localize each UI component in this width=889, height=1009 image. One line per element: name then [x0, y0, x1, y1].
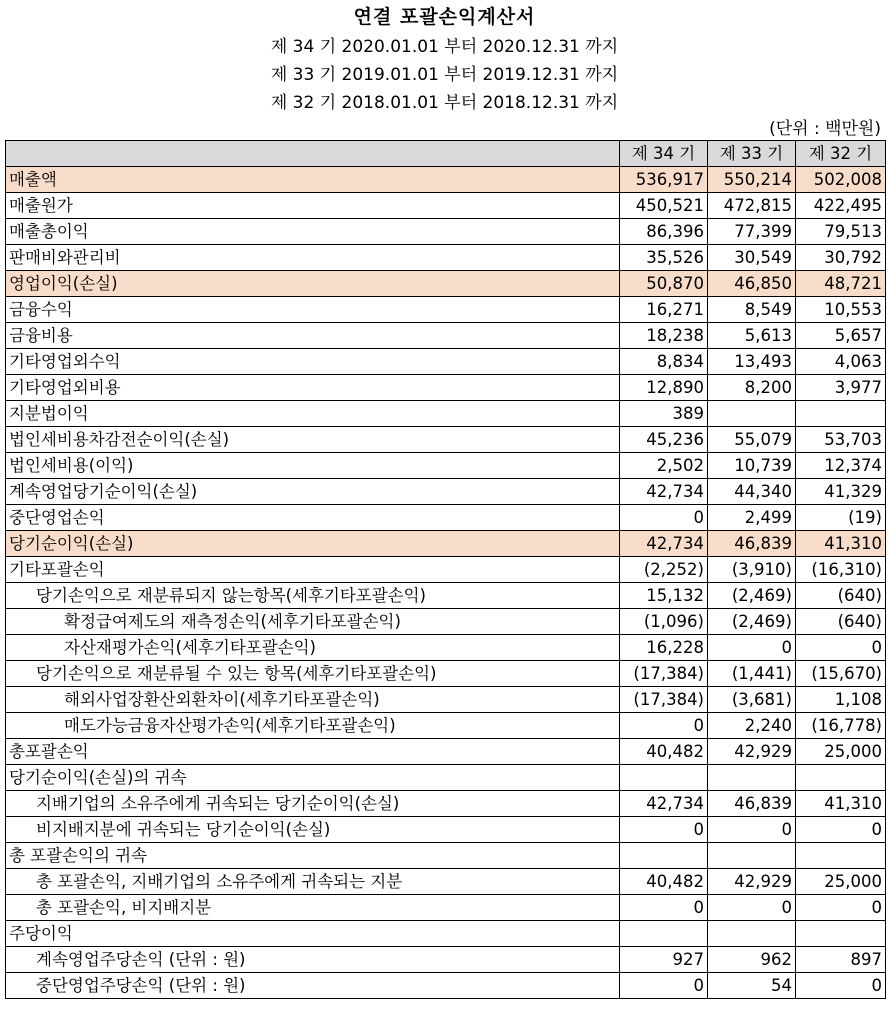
row-value-34: (17,384) — [620, 661, 708, 687]
row-value-32: (16,310) — [796, 557, 886, 583]
row-value-32: 0 — [796, 635, 886, 661]
row-label: 금융비용 — [6, 323, 620, 349]
row-label: 비지배지분에 귀속되는 당기순이익(손실) — [6, 817, 620, 843]
row-value-33: 10,739 — [708, 453, 796, 479]
row-value-33: 2,499 — [708, 505, 796, 531]
table-row — [6, 401, 886, 427]
row-value-32: 12,374 — [796, 453, 886, 479]
row-label: 주당이익 — [6, 921, 620, 947]
income-statement-table — [5, 140, 886, 999]
row-value-34: 0 — [620, 505, 708, 531]
row-value-34 — [620, 765, 708, 791]
table-row — [6, 349, 886, 375]
row-value-33: (1,441) — [708, 661, 796, 687]
row-value-33: 5,613 — [708, 323, 796, 349]
row-value-33: 8,549 — [708, 297, 796, 323]
column-header-32: 제 32 기 — [796, 141, 886, 167]
row-value-34: 40,482 — [620, 869, 708, 895]
table-header-row — [6, 141, 886, 167]
row-value-32: 422,495 — [796, 193, 886, 219]
row-label: 총 포괄손익, 비지배지분 — [6, 895, 620, 921]
row-value-32: 41,310 — [796, 791, 886, 817]
row-value-32: 25,000 — [796, 739, 886, 765]
row-value-32 — [796, 843, 886, 869]
row-label: 중단영업손익 — [6, 505, 620, 531]
column-header-33: 제 33 기 — [708, 141, 796, 167]
row-value-34: 12,890 — [620, 375, 708, 401]
row-value-34: (17,384) — [620, 687, 708, 713]
row-value-33: 8,200 — [708, 375, 796, 401]
row-value-32: (16,778) — [796, 713, 886, 739]
row-label: 매출총이익 — [6, 219, 620, 245]
row-label: 해외사업장환산외환차이(세후기타포괄손익) — [6, 687, 620, 713]
row-label: 법인세비용(이익) — [6, 453, 620, 479]
row-value-33: 550,214 — [708, 167, 796, 193]
row-label: 지분법이익 — [6, 401, 620, 427]
row-value-33: 55,079 — [708, 427, 796, 453]
table-row — [6, 817, 886, 843]
row-value-32: 5,657 — [796, 323, 886, 349]
row-value-32: 4,063 — [796, 349, 886, 375]
row-value-34: 0 — [620, 973, 708, 999]
period-line-33: 제 33 기 2019.01.01 부터 2019.12.31 까지 — [270, 65, 619, 85]
row-value-33: 0 — [708, 635, 796, 661]
row-value-32: 897 — [796, 947, 886, 973]
row-label: 영업이익(손실) — [6, 271, 620, 297]
table-row — [6, 921, 886, 947]
row-label: 당기순이익(손실)의 귀속 — [6, 765, 620, 791]
row-value-32: 25,000 — [796, 869, 886, 895]
row-value-33: 42,929 — [708, 739, 796, 765]
row-value-33: 46,839 — [708, 791, 796, 817]
row-value-33: 54 — [708, 973, 796, 999]
row-value-34: 927 — [620, 947, 708, 973]
row-value-32: (640) — [796, 609, 886, 635]
period-line-32: 제 32 기 2018.01.01 부터 2018.12.31 까지 — [270, 93, 619, 113]
row-label: 판매비와관리비 — [6, 245, 620, 271]
row-value-32: 41,329 — [796, 479, 886, 505]
row-value-32 — [796, 921, 886, 947]
row-value-34: 389 — [620, 401, 708, 427]
table-row — [6, 739, 886, 765]
row-label: 확정급여제도의 재측정손익(세후기타포괄손익) — [6, 609, 620, 635]
row-label: 금융수익 — [6, 297, 620, 323]
row-value-32 — [796, 401, 886, 427]
table-row — [6, 609, 886, 635]
row-value-34 — [620, 921, 708, 947]
row-value-34: 40,482 — [620, 739, 708, 765]
row-value-32: 0 — [796, 973, 886, 999]
row-label: 총포괄손익 — [6, 739, 620, 765]
header-label-cell — [6, 141, 620, 167]
table-row — [6, 297, 886, 323]
row-label: 당기손익으로 재분류될 수 있는 항목(세후기타포괄손익) — [6, 661, 620, 687]
row-value-34: 16,228 — [620, 635, 708, 661]
row-label: 매출원가 — [6, 193, 620, 219]
table-row — [6, 661, 886, 687]
table-row — [6, 505, 886, 531]
row-label: 기타포괄손익 — [6, 557, 620, 583]
row-value-33: 13,493 — [708, 349, 796, 375]
column-header-34: 제 34 기 — [620, 141, 708, 167]
row-value-33: 46,839 — [708, 531, 796, 557]
row-label: 매출액 — [6, 167, 620, 193]
row-value-34: 0 — [620, 713, 708, 739]
row-value-34: 536,917 — [620, 167, 708, 193]
row-value-34: 45,236 — [620, 427, 708, 453]
table-row — [6, 713, 886, 739]
row-value-34: 50,870 — [620, 271, 708, 297]
row-value-32: 0 — [796, 895, 886, 921]
row-value-33 — [708, 921, 796, 947]
row-value-34: 2,502 — [620, 453, 708, 479]
unit-label: (단위 : 백만원) — [769, 119, 881, 139]
row-value-32: (640) — [796, 583, 886, 609]
row-label: 매도가능금융자산평가손익(세후기타포괄손익) — [6, 713, 620, 739]
row-label: 총 포괄손익의 귀속 — [6, 843, 620, 869]
row-value-34: 0 — [620, 817, 708, 843]
row-value-34: 42,734 — [620, 791, 708, 817]
row-label: 당기손익으로 재분류되지 않는항목(세후기타포괄손익) — [6, 583, 620, 609]
row-value-32: 0 — [796, 817, 886, 843]
row-value-32: 79,513 — [796, 219, 886, 245]
row-value-33: 30,549 — [708, 245, 796, 271]
table-row — [6, 219, 886, 245]
row-value-32: 502,008 — [796, 167, 886, 193]
row-value-33: (3,681) — [708, 687, 796, 713]
table-row — [6, 635, 886, 661]
row-value-34: 0 — [620, 895, 708, 921]
table-row — [6, 765, 886, 791]
row-value-32: 3,977 — [796, 375, 886, 401]
row-value-33: (2,469) — [708, 583, 796, 609]
table-row — [6, 869, 886, 895]
row-value-32: 41,310 — [796, 531, 886, 557]
row-value-34: 35,526 — [620, 245, 708, 271]
row-value-34: 8,834 — [620, 349, 708, 375]
table-row — [6, 245, 886, 271]
row-value-34: 450,521 — [620, 193, 708, 219]
row-value-34: 18,238 — [620, 323, 708, 349]
row-value-33: 42,929 — [708, 869, 796, 895]
row-value-33: 77,399 — [708, 219, 796, 245]
row-value-33 — [708, 765, 796, 791]
table-row — [6, 973, 886, 999]
row-label: 기타영업외비용 — [6, 375, 620, 401]
table-row — [6, 167, 886, 193]
row-value-33: (3,910) — [708, 557, 796, 583]
table-row — [6, 583, 886, 609]
row-value-34: 15,132 — [620, 583, 708, 609]
row-value-33: 0 — [708, 817, 796, 843]
row-label: 법인세비용차감전순이익(손실) — [6, 427, 620, 453]
table-row — [6, 453, 886, 479]
row-label: 계속영업당기순이익(손실) — [6, 479, 620, 505]
table-row — [6, 375, 886, 401]
table-row — [6, 843, 886, 869]
row-value-33: (2,469) — [708, 609, 796, 635]
table-row — [6, 479, 886, 505]
row-value-32 — [796, 765, 886, 791]
row-value-34 — [620, 843, 708, 869]
table-row — [6, 791, 886, 817]
table-row — [6, 427, 886, 453]
row-label: 자산재평가손익(세후기타포괄손익) — [6, 635, 620, 661]
row-value-33 — [708, 843, 796, 869]
table-row — [6, 323, 886, 349]
table-row — [6, 895, 886, 921]
period-line-34: 제 34 기 2020.01.01 부터 2020.12.31 까지 — [270, 37, 619, 57]
row-value-32: 1,108 — [796, 687, 886, 713]
row-label: 기타영업외수익 — [6, 349, 620, 375]
row-value-33: 0 — [708, 895, 796, 921]
table-row — [6, 557, 886, 583]
row-value-33 — [708, 401, 796, 427]
row-value-33: 44,340 — [708, 479, 796, 505]
row-value-33: 46,850 — [708, 271, 796, 297]
table-row — [6, 687, 886, 713]
row-label: 지배기업의 소유주에게 귀속되는 당기순이익(손실) — [6, 791, 620, 817]
table-row — [6, 271, 886, 297]
statement-title: 연결 포괄손익계산서 — [353, 6, 536, 28]
row-value-33: 472,815 — [708, 193, 796, 219]
row-value-32: 48,721 — [796, 271, 886, 297]
row-value-34: (2,252) — [620, 557, 708, 583]
row-value-32: (19) — [796, 505, 886, 531]
row-value-34: 42,734 — [620, 531, 708, 557]
table-row — [6, 193, 886, 219]
row-value-34: 86,396 — [620, 219, 708, 245]
row-label: 당기순이익(손실) — [6, 531, 620, 557]
row-value-32: (15,670) — [796, 661, 886, 687]
row-label: 총 포괄손익, 지배기업의 소유주에게 귀속되는 지분 — [6, 869, 620, 895]
row-value-33: 2,240 — [708, 713, 796, 739]
row-value-32: 30,792 — [796, 245, 886, 271]
row-value-34: 16,271 — [620, 297, 708, 323]
row-value-33: 962 — [708, 947, 796, 973]
row-label: 계속영업주당손익 (단위 : 원) — [6, 947, 620, 973]
row-value-32: 53,703 — [796, 427, 886, 453]
row-value-34: (1,096) — [620, 609, 708, 635]
table-row — [6, 947, 886, 973]
table-row — [6, 531, 886, 557]
row-label: 중단영업주당손익 (단위 : 원) — [6, 973, 620, 999]
row-value-34: 42,734 — [620, 479, 708, 505]
row-value-32: 10,553 — [796, 297, 886, 323]
